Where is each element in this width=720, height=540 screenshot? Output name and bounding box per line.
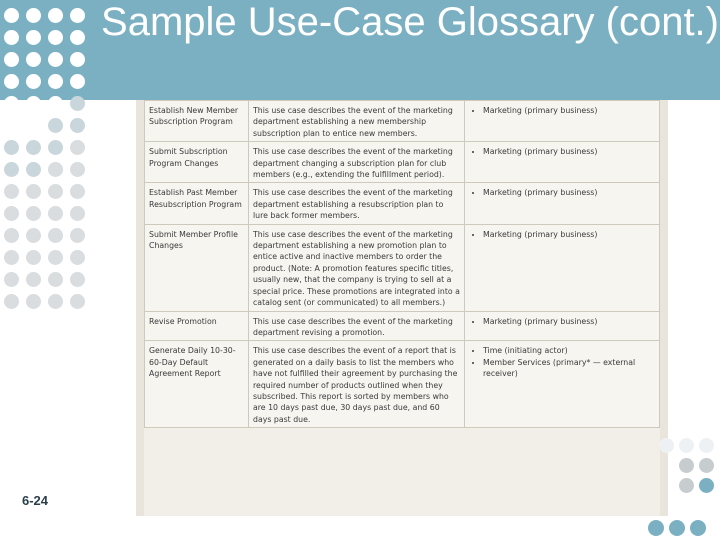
use-case-description-cell: This use case describes the event of the marketing department establishing a new promotion plan to entice active and inactive members to order the product. (Note: A promotion features specific titles, usually new, that the company is trying to sell at a special price. These promotions are integrated into a catalog sent (or communicated) to all members.) (249, 224, 465, 311)
table-row (145, 101, 660, 142)
use-case-name-cell: Establish Past Member Resubscription Program (145, 183, 249, 224)
slide-title: Sample Use-Case Glossary (cont.) (101, 0, 719, 44)
use-case-description-cell: This use case describes the event of a report that is generated on a daily basis to list the members who have not fulfilled their agreement by purchasing the required number of products outlined when they subscribed. This report is sorted by members who are 10 days past due, 30 days past due, and 60 days past due. (249, 341, 465, 428)
use-case-name-cell: Revise Promotion (145, 311, 249, 341)
actor-list (469, 187, 655, 198)
table-row (145, 311, 660, 341)
use-case-name-cell: Submit Member Profile Changes (145, 224, 249, 311)
actor-list (469, 105, 655, 116)
actor-list (469, 146, 655, 157)
use-case-description-cell: This use case describes the event of the marketing department changing a subscription plan for club members (e.g., extending the fulfillment period). (249, 142, 465, 183)
actor-item: • Marketing (primary business) (483, 146, 655, 157)
use-case-name-cell: Submit Subscription Program Changes (145, 142, 249, 183)
actor-list (469, 345, 655, 379)
decorative-bottom-dots (648, 520, 706, 536)
table-row (145, 341, 660, 428)
actor-list (469, 229, 655, 240)
decorative-dot-grid (4, 8, 85, 309)
table-row (145, 142, 660, 183)
slide-number: 6-24 (22, 493, 49, 508)
table-row (145, 224, 660, 311)
participating-actors-cell (465, 341, 660, 428)
participating-actors-cell (465, 142, 660, 183)
use-case-glossary-table (144, 100, 660, 428)
actor-list (469, 316, 655, 327)
glossary-table-container (136, 100, 668, 516)
use-case-name-cell: Establish New Member Subscription Program (145, 101, 249, 142)
decorative-corner-dots (659, 438, 714, 493)
participating-actors-cell (465, 224, 660, 311)
use-case-description-cell: This use case describes the event of the marketing department establishing a resubscription plan to lure back former members. (249, 183, 465, 224)
table-row (145, 183, 660, 224)
glossary-table-body (145, 101, 660, 428)
participating-actors-cell (465, 101, 660, 142)
use-case-name-cell: Generate Daily 10-30-60-Day Default Agreement Report (145, 341, 249, 428)
actor-item: • Marketing (primary business) (483, 229, 655, 240)
actor-item: • Time (initiating actor) (483, 345, 655, 356)
actor-item: • Member Services (primary* — external receiver) (483, 357, 655, 380)
actor-item: • Marketing (primary business) (483, 105, 655, 116)
participating-actors-cell (465, 311, 660, 341)
use-case-description-cell: This use case describes the event of the marketing department revising a promotion. (249, 311, 465, 341)
participating-actors-cell (465, 183, 660, 224)
actor-item: • Marketing (primary business) (483, 187, 655, 198)
actor-item: • Marketing (primary business) (483, 316, 655, 327)
use-case-description-cell: This use case describes the event of the marketing department establishing a new membership subscription plan to entice new members. (249, 101, 465, 142)
